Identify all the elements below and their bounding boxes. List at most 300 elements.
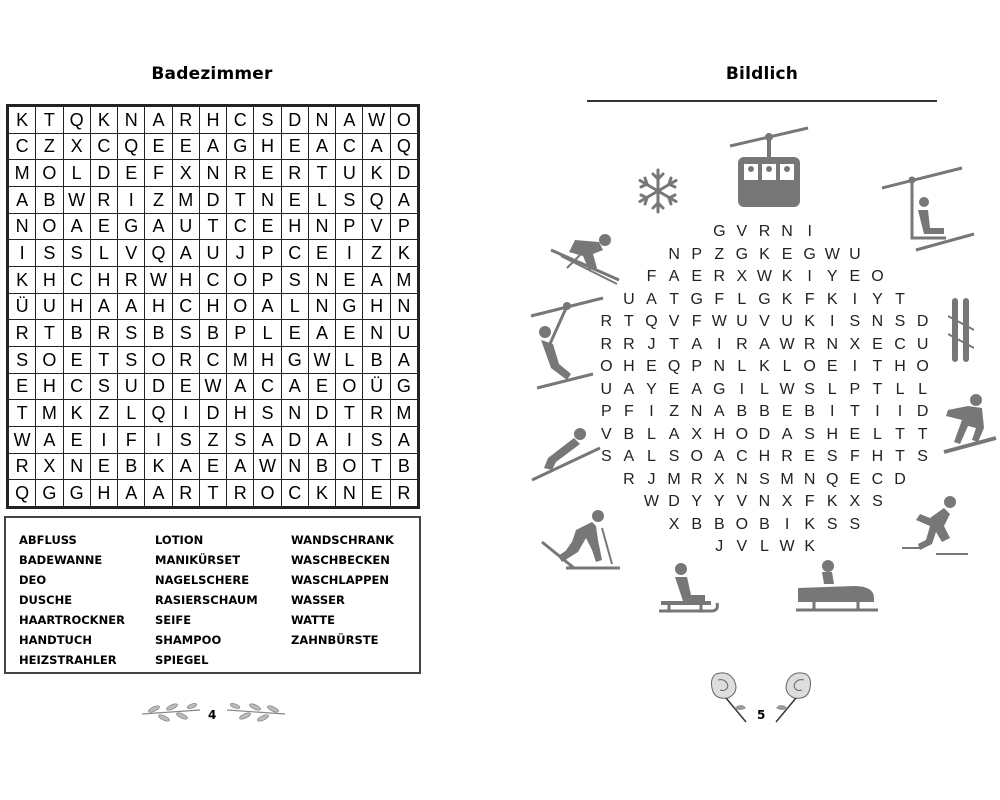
circle-grid-letter: S xyxy=(804,380,815,398)
circle-grid-letter: L xyxy=(782,358,792,375)
circle-grid-letter: Q xyxy=(645,313,658,330)
circle-grid-letter: H xyxy=(623,358,635,375)
grid-cell: S xyxy=(90,373,117,400)
grid-cell: M xyxy=(390,266,417,293)
grid-cell: O xyxy=(254,480,281,507)
circle-grid-letter: W xyxy=(779,335,795,353)
grid-cell: A xyxy=(254,426,281,453)
grid-cell: W xyxy=(308,346,335,373)
grid-row xyxy=(9,426,418,453)
circle-grid-letter: A xyxy=(623,380,635,398)
grid-cell: R xyxy=(172,480,199,507)
circle-grid-letter: A xyxy=(668,268,680,285)
grid-cell: R xyxy=(9,320,36,347)
grid-row xyxy=(9,213,418,240)
grid-cell: E xyxy=(254,213,281,240)
circle-grid-letter: E xyxy=(849,470,861,488)
grid-cell: A xyxy=(172,453,199,480)
grid-cell: C xyxy=(281,240,308,267)
page-number: 4 xyxy=(208,708,217,722)
grid-cell: A xyxy=(308,320,335,347)
bobsleigh-icon xyxy=(794,558,880,616)
circle-grid-letter: I xyxy=(897,403,903,420)
word-item: SPIEGEL xyxy=(155,653,209,667)
grid-cell: B xyxy=(308,453,335,480)
circle-grid-letter: V xyxy=(600,425,612,443)
grid-cell: G xyxy=(36,480,63,507)
grid-cell: A xyxy=(172,240,199,267)
circle-grid-letter: I xyxy=(739,380,745,398)
leaf-ornament-right-icon xyxy=(225,700,287,726)
circle-grid-letter: N xyxy=(871,313,884,330)
grid-cell: E xyxy=(308,373,335,400)
grid-cell: Ü xyxy=(363,373,390,400)
circle-grid-letter: L xyxy=(760,538,769,555)
grid-cell: W xyxy=(363,107,390,134)
grid-cell: E xyxy=(281,133,308,160)
word-item: LOTION xyxy=(155,533,204,547)
grid-row xyxy=(9,453,418,480)
circle-grid-letter: N xyxy=(758,493,771,510)
grid-cell: T xyxy=(90,346,117,373)
grid-cell: H xyxy=(254,346,281,373)
grid-cell: L xyxy=(336,346,363,373)
page-title: Bildlich xyxy=(725,64,799,84)
grid-cell: A xyxy=(118,293,145,320)
grid-cell: E xyxy=(118,160,145,187)
grid-cell: L xyxy=(63,160,90,187)
grid-cell: K xyxy=(90,107,117,134)
grid-cell: R xyxy=(172,107,199,134)
circle-grid-letter: U xyxy=(916,335,929,353)
circle-grid-letter: V xyxy=(759,313,770,330)
ski-lift-rider-icon xyxy=(527,294,605,392)
circle-grid-letter: A xyxy=(691,335,702,353)
grid-row xyxy=(9,160,418,187)
circle-grid-row xyxy=(663,514,866,536)
circle-grid-letter: T xyxy=(669,335,679,353)
circle-grid-letter: K xyxy=(759,358,770,375)
grid-cell: Q xyxy=(145,400,172,427)
circle-grid-letter: I xyxy=(830,313,835,330)
circle-grid-letter: R xyxy=(623,470,635,488)
circle-grid-letter: H xyxy=(826,425,839,443)
page-number: 5 xyxy=(757,708,766,722)
grid-cell: I xyxy=(336,426,363,453)
grid-cell: E xyxy=(90,453,117,480)
grid-cell: O xyxy=(336,373,363,400)
grid-cell: K xyxy=(308,480,335,507)
circle-grid-letter: S xyxy=(849,313,861,330)
circle-grid-letter: A xyxy=(781,425,793,443)
grid-cell: N xyxy=(63,453,90,480)
circle-grid-letter: L xyxy=(827,380,837,398)
grid-cell: D xyxy=(199,400,226,427)
grid-cell: A xyxy=(145,480,172,507)
grid-cell: N xyxy=(9,213,36,240)
word-item: SHAMPOO xyxy=(155,633,222,647)
circle-grid-letter: D xyxy=(894,470,906,488)
circle-grid-letter: B xyxy=(804,403,815,420)
circle-grid-letter: L xyxy=(918,380,928,398)
rose-ornament-right-icon xyxy=(770,668,816,724)
grid-cell: E xyxy=(308,240,335,267)
circle-grid-letter: I xyxy=(852,290,858,308)
circle-grid-row xyxy=(595,446,934,468)
circle-grid-letter: E xyxy=(872,335,883,353)
circle-grid-letter: I xyxy=(717,335,722,353)
circle-grid-letter: O xyxy=(735,515,749,533)
circle-grid-letter: L xyxy=(737,290,747,308)
circle-grid-letter: B xyxy=(736,403,748,420)
grid-cell: E xyxy=(336,266,363,293)
grid-cell: C xyxy=(227,107,254,134)
grid-cell: C xyxy=(199,346,226,373)
grid-cell: K xyxy=(9,266,36,293)
circle-grid-letter: G xyxy=(758,290,771,308)
circle-grid-row xyxy=(595,379,934,401)
circle-grid-letter: H xyxy=(894,358,906,375)
grid-cell: A xyxy=(363,266,390,293)
grid-cell: D xyxy=(308,400,335,427)
grid-cell: T xyxy=(199,480,226,507)
grid-cell: D xyxy=(90,160,117,187)
circle-grid-letter: C xyxy=(871,470,884,488)
grid-cell: D xyxy=(281,426,308,453)
grid-cell: A xyxy=(363,133,390,160)
circle-grid-letter: W xyxy=(711,313,727,330)
circle-grid-letter: O xyxy=(871,268,884,285)
grid-cell: B xyxy=(363,346,390,373)
circle-grid-letter: F xyxy=(804,290,815,308)
circle-grid-letter: A xyxy=(623,448,635,465)
circle-grid-letter: O xyxy=(690,448,703,465)
page-title: Badezimmer xyxy=(151,64,273,84)
grid-cell: N xyxy=(308,107,335,134)
circle-grid-letter: K xyxy=(804,313,815,330)
grid-row xyxy=(9,240,418,267)
circle-grid-letter: K xyxy=(759,245,770,263)
grid-cell: A xyxy=(227,373,254,400)
grid-cell: H xyxy=(199,293,226,320)
circle-grid-letter: K xyxy=(804,538,815,555)
grid-cell: S xyxy=(281,266,308,293)
grid-cell: T xyxy=(9,400,36,427)
circle-grid-letter: R xyxy=(736,335,748,353)
circle-grid-letter: F xyxy=(849,448,860,465)
grid-cell: I xyxy=(172,400,199,427)
grid-cell: B xyxy=(145,320,172,347)
grid-cell: L xyxy=(281,293,308,320)
circle-grid-letter: R xyxy=(781,448,793,465)
grid-cell: Q xyxy=(145,240,172,267)
grid-cell: S xyxy=(363,426,390,453)
grid-cell: W xyxy=(63,186,90,213)
circle-grid-letter: I xyxy=(649,403,654,420)
grid-cell: A xyxy=(145,107,172,134)
circle-grid-letter: R xyxy=(713,268,726,285)
circle-grid-letter: P xyxy=(849,380,861,398)
grid-cell: S xyxy=(36,240,63,267)
word-item: WASSER xyxy=(291,593,345,607)
grid-cell: S xyxy=(118,346,145,373)
grid-cell: E xyxy=(63,426,90,453)
word-search-grid xyxy=(6,104,420,509)
circle-grid-letter: Z xyxy=(669,403,679,420)
grid-cell: G xyxy=(281,346,308,373)
grid-cell: E xyxy=(254,160,281,187)
grid-cell: T xyxy=(336,400,363,427)
circle-grid-letter: D xyxy=(668,493,680,510)
cross-country-skier-icon xyxy=(540,508,620,572)
grid-cell: E xyxy=(199,453,226,480)
grid-cell: M xyxy=(390,400,417,427)
grid-cell: N xyxy=(281,400,308,427)
circle-grid-letter: J xyxy=(647,335,656,353)
circle-grid-letter: O xyxy=(735,425,749,443)
circle-grid-letter: M xyxy=(780,470,794,488)
circle-grid-letter: V xyxy=(736,538,748,555)
circle-grid-letter: G xyxy=(690,290,703,308)
gondola-lift-icon xyxy=(728,124,810,210)
grid-cell: A xyxy=(336,107,363,134)
grid-cell: I xyxy=(90,426,117,453)
circle-grid-letter: L xyxy=(872,425,882,443)
grid-cell: N xyxy=(308,213,335,240)
circle-grid-letter: U xyxy=(781,313,793,330)
grid-row xyxy=(9,186,418,213)
grid-cell: T xyxy=(36,320,63,347)
circle-grid-letter: I xyxy=(784,515,790,533)
grid-cell: O xyxy=(390,107,417,134)
circle-grid-letter: S xyxy=(600,448,612,465)
circle-grid-letter: T xyxy=(849,403,860,420)
grid-cell: H xyxy=(172,266,199,293)
grid-cell: M xyxy=(172,186,199,213)
grid-cell: R xyxy=(390,480,417,507)
grid-cell: D xyxy=(281,107,308,134)
grid-cell: W xyxy=(9,426,36,453)
grid-cell: Z xyxy=(199,426,226,453)
grid-cell: I xyxy=(118,186,145,213)
grid-cell: N xyxy=(118,107,145,134)
grid-cell: R xyxy=(90,320,117,347)
grid-cell: P xyxy=(254,266,281,293)
circle-grid-letter: F xyxy=(804,493,815,510)
grid-cell: W xyxy=(254,453,281,480)
downhill-skier-icon xyxy=(547,226,627,288)
circle-grid-letter: E xyxy=(668,380,680,398)
grid-cell: B xyxy=(199,320,226,347)
circle-grid-letter: T xyxy=(669,290,679,308)
circle-grid-letter: Z xyxy=(714,245,725,263)
grid-cell: K xyxy=(63,400,90,427)
grid-cell: S xyxy=(254,400,281,427)
circle-grid-letter: F xyxy=(691,313,702,330)
circle-grid-letter: A xyxy=(691,380,702,398)
grid-cell: C xyxy=(281,480,308,507)
circular-letter-grid xyxy=(595,221,945,561)
grid-cell: P xyxy=(390,213,417,240)
circle-grid-letter: T xyxy=(872,358,883,375)
circle-grid-letter: Q xyxy=(826,470,839,488)
grid-cell: K xyxy=(363,160,390,187)
grid-cell: R xyxy=(281,160,308,187)
grid-cell: P xyxy=(336,213,363,240)
grid-cell: N xyxy=(308,266,335,293)
circle-grid-letter: E xyxy=(781,403,793,420)
circle-grid-letter: R xyxy=(803,335,816,353)
grid-cell: F xyxy=(145,160,172,187)
circle-grid-letter: L xyxy=(895,380,905,398)
circle-grid-letter: X xyxy=(713,470,725,488)
circle-grid-letter: O xyxy=(916,358,929,375)
grid-cell: T xyxy=(227,186,254,213)
word-item: SEIFE xyxy=(155,613,192,627)
circle-grid-letter: Y xyxy=(713,493,725,510)
grid-cell: U xyxy=(390,320,417,347)
grid-cell: H xyxy=(36,373,63,400)
circle-grid-letter: Y xyxy=(646,380,657,398)
grid-cell: A xyxy=(390,186,417,213)
grid-row xyxy=(9,133,418,160)
grid-cell: H xyxy=(63,293,90,320)
snowboarder-icon xyxy=(938,392,998,456)
grid-cell: B xyxy=(118,453,145,480)
circle-grid-letter: I xyxy=(830,403,835,420)
word-list-column xyxy=(155,530,258,670)
circle-grid-letter: G xyxy=(803,245,816,263)
circle-grid-letter: R xyxy=(600,313,613,330)
circle-grid-letter: D xyxy=(758,425,771,443)
circle-grid-letter: P xyxy=(691,245,703,263)
circle-grid-letter: B xyxy=(691,515,703,533)
grid-cell: V xyxy=(118,240,145,267)
word-item: WANDSCHRANK xyxy=(291,533,394,547)
grid-cell: T xyxy=(199,213,226,240)
circle-grid-letter: V xyxy=(736,493,748,510)
grid-cell: H xyxy=(254,133,281,160)
grid-cell: N xyxy=(363,320,390,347)
circle-grid-letter: X xyxy=(691,425,702,443)
circle-grid-letter: X xyxy=(849,493,861,510)
circle-grid-row xyxy=(595,401,934,423)
circle-grid-letter: X xyxy=(736,268,748,285)
grid-cell: H xyxy=(90,480,117,507)
word-item: DUSCHE xyxy=(19,593,73,607)
word-list-column xyxy=(19,530,125,670)
word-item: ABFLUSS xyxy=(19,533,77,547)
grid-cell: L xyxy=(118,400,145,427)
circle-grid-letter: W xyxy=(824,245,840,263)
word-item: HEIZSTRAHLER xyxy=(19,653,117,667)
circle-grid-row xyxy=(640,491,889,513)
grid-cell: O xyxy=(145,346,172,373)
grid-cell: X xyxy=(63,133,90,160)
circle-grid-letter: W xyxy=(643,493,660,510)
grid-cell: A xyxy=(145,213,172,240)
circle-grid-letter: U xyxy=(736,313,748,330)
circle-grid-letter: R xyxy=(758,223,771,240)
grid-cell: A xyxy=(227,453,254,480)
grid-cell: S xyxy=(172,426,199,453)
grid-cell: E xyxy=(281,186,308,213)
circle-grid-row xyxy=(708,221,821,243)
snowflake-icon xyxy=(634,167,682,215)
grid-cell: M xyxy=(9,160,36,187)
circle-grid-letter: O xyxy=(803,358,816,375)
grid-cell: H xyxy=(227,400,254,427)
grid-cell: L xyxy=(308,186,335,213)
circle-grid-letter: P xyxy=(600,403,612,420)
grid-cell: A xyxy=(9,186,36,213)
rose-ornament-left-icon xyxy=(706,668,752,724)
circle-grid-letter: K xyxy=(804,515,815,533)
grid-cell: G xyxy=(336,293,363,320)
grid-cell: C xyxy=(199,266,226,293)
word-item: RASIERSCHAUM xyxy=(155,593,258,607)
circle-grid-letter: Y xyxy=(826,268,838,285)
circle-grid-letter: B xyxy=(623,425,635,443)
grid-cell: W xyxy=(199,373,226,400)
word-item: BADEWANNE xyxy=(19,553,103,567)
grid-cell: O xyxy=(36,346,63,373)
grid-cell: K xyxy=(9,107,36,134)
grid-cell: S xyxy=(336,186,363,213)
grid-row xyxy=(9,400,418,427)
circle-grid-letter: A xyxy=(668,425,680,443)
word-item: MANIKÜRSET xyxy=(155,553,241,567)
grid-cell: C xyxy=(9,133,36,160)
circle-grid-letter: G xyxy=(713,380,726,398)
grid-cell: S xyxy=(254,107,281,134)
sledding-icon xyxy=(655,561,721,615)
circle-grid-letter: Q xyxy=(667,358,681,375)
grid-cell: E xyxy=(63,346,90,373)
grid-cell: R xyxy=(118,266,145,293)
grid-cell: W xyxy=(145,266,172,293)
circle-grid-letter: F xyxy=(646,268,657,285)
leaf-ornament-left-icon xyxy=(140,700,202,726)
grid-cell: R xyxy=(227,160,254,187)
circle-grid-letter: N xyxy=(668,245,680,263)
grid-cell: U xyxy=(336,160,363,187)
grid-cell: K xyxy=(390,240,417,267)
grid-cell: G xyxy=(118,213,145,240)
ski-jumper-icon xyxy=(530,424,602,484)
grid-cell: S xyxy=(227,426,254,453)
circle-grid-letter: S xyxy=(668,448,680,465)
grid-cell: Ü xyxy=(9,293,36,320)
circle-grid-letter: V xyxy=(736,223,748,240)
grid-cell: A xyxy=(118,480,145,507)
grid-cell: E xyxy=(336,320,363,347)
grid-cell: O xyxy=(36,160,63,187)
grid-cell: R xyxy=(227,480,254,507)
grid-cell: I xyxy=(145,426,172,453)
grid-cell: X xyxy=(172,160,199,187)
grid-cell: N xyxy=(199,160,226,187)
grid-cell: A xyxy=(390,426,417,453)
circle-grid-letter: B xyxy=(713,515,725,533)
circle-grid-letter: B xyxy=(759,515,770,533)
circle-grid-letter: O xyxy=(600,358,613,375)
grid-cell: H xyxy=(363,293,390,320)
circle-grid-letter: J xyxy=(647,470,656,488)
grid-cell: B xyxy=(390,453,417,480)
circle-grid-letter: U xyxy=(623,290,635,308)
grid-cell: Q xyxy=(9,480,36,507)
